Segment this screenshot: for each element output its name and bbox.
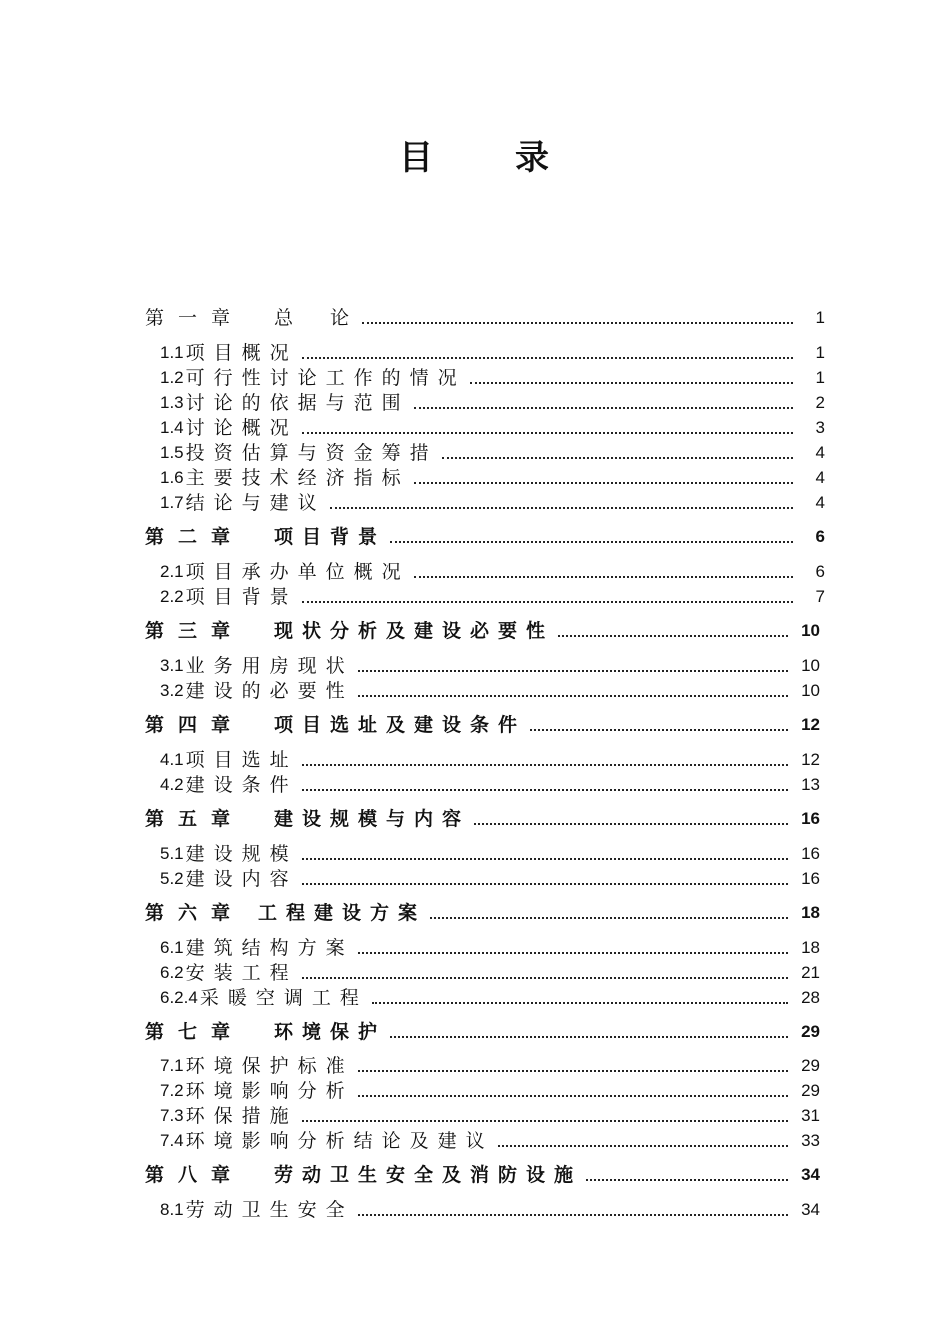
toc-page-number: 6 bbox=[815, 527, 825, 546]
toc-entry-title: 现状分析及建设必要性 bbox=[274, 620, 555, 642]
toc-entry-title: 可行性讨论工作的情况 bbox=[185, 367, 466, 389]
toc-section-number: 1.5 bbox=[160, 443, 184, 462]
toc-section-number: 7.3 bbox=[160, 1106, 184, 1125]
toc-entry-title: 建设条件 bbox=[185, 774, 298, 796]
toc-section-row[interactable] bbox=[160, 864, 820, 890]
toc-entry-title: 采暖空调工程 bbox=[199, 987, 368, 1009]
toc-dot-leader bbox=[302, 356, 793, 359]
toc-chapter-row[interactable] bbox=[145, 1017, 820, 1043]
toc-section-row[interactable] bbox=[160, 1195, 820, 1221]
toc-section-number: 1.3 bbox=[160, 393, 184, 412]
toc-entry-title: 项目背景 bbox=[185, 586, 298, 608]
toc-page-number: 18 bbox=[801, 903, 820, 922]
toc-entry-title: 项目背景 bbox=[274, 526, 387, 548]
toc-chapter-number: 第四章 bbox=[145, 714, 245, 736]
toc-chapter-number: 第三章 bbox=[145, 620, 245, 642]
toc-section-number: 5.2 bbox=[160, 869, 184, 888]
toc-section-number: 2.1 bbox=[160, 562, 184, 581]
toc-section-row[interactable] bbox=[160, 676, 820, 702]
toc-section-row[interactable] bbox=[160, 770, 820, 796]
toc-entry-title: 建设的必要性 bbox=[185, 680, 354, 702]
toc-entry-title: 投资估算与资金筹措 bbox=[185, 442, 438, 464]
toc-section-row[interactable] bbox=[160, 413, 825, 439]
toc-section-number: 6.2.4 bbox=[160, 988, 198, 1007]
toc-section-row[interactable] bbox=[160, 488, 825, 514]
toc-section-number: 2.2 bbox=[160, 587, 184, 606]
toc-page-number: 2 bbox=[815, 393, 825, 412]
toc-section-number: 7.2 bbox=[160, 1081, 184, 1100]
toc-page-number: 12 bbox=[801, 750, 820, 769]
toc-dot-leader bbox=[302, 882, 788, 885]
toc-section-number: 7.1 bbox=[160, 1056, 184, 1075]
toc-page-number: 33 bbox=[801, 1131, 820, 1150]
toc-dot-leader bbox=[430, 916, 788, 919]
toc-entry-title: 结论与建议 bbox=[185, 492, 326, 514]
toc-page-number: 16 bbox=[801, 809, 820, 828]
toc-page-number: 10 bbox=[801, 681, 820, 700]
toc-dot-leader bbox=[530, 728, 788, 731]
toc-dot-leader bbox=[390, 1035, 788, 1038]
toc-section-number: 3.1 bbox=[160, 656, 184, 675]
toc-dot-leader bbox=[442, 456, 793, 459]
toc-section-row[interactable] bbox=[160, 438, 825, 464]
toc-section-row[interactable] bbox=[160, 1076, 820, 1102]
toc-entry-title: 工程建设方案 bbox=[258, 902, 427, 924]
toc-dot-leader bbox=[302, 763, 788, 766]
toc-page-number: 4 bbox=[815, 493, 825, 512]
toc-dot-leader bbox=[302, 976, 788, 979]
toc-dot-leader bbox=[470, 381, 793, 384]
toc-dot-leader bbox=[302, 431, 793, 434]
toc-entry-title: 劳动卫生安全 bbox=[185, 1199, 354, 1221]
toc-page-number: 18 bbox=[801, 938, 820, 957]
toc-entry-title: 劳动卫生安全及消防设施 bbox=[274, 1164, 583, 1186]
toc-page-number: 4 bbox=[815, 468, 825, 487]
toc-section-number: 1.7 bbox=[160, 493, 184, 512]
toc-entry-title: 主要技术经济指标 bbox=[185, 467, 410, 489]
toc-section-row[interactable] bbox=[160, 933, 820, 959]
toc-entry-title: 环境影响分析结论及建议 bbox=[185, 1130, 494, 1152]
toc-dot-leader bbox=[362, 321, 793, 324]
toc-dot-leader bbox=[330, 506, 793, 509]
toc-entry-title: 安装工程 bbox=[185, 962, 298, 984]
toc-page-number: 31 bbox=[801, 1106, 820, 1125]
toc-section-row[interactable] bbox=[160, 839, 820, 865]
title-char: 录 bbox=[515, 138, 551, 178]
toc-section-number: 6.1 bbox=[160, 938, 184, 957]
toc-page-number: 16 bbox=[801, 844, 820, 863]
toc-chapter-number: 第五章 bbox=[145, 808, 245, 830]
toc-dot-leader bbox=[414, 406, 793, 409]
toc-chapter-row[interactable] bbox=[145, 522, 825, 548]
toc-page-number: 6 bbox=[815, 562, 825, 581]
toc-section-row[interactable] bbox=[160, 745, 820, 771]
toc-section-row[interactable] bbox=[160, 582, 825, 608]
toc-chapter-row[interactable] bbox=[145, 616, 820, 642]
toc-entry-title: 项目承办单位概况 bbox=[185, 561, 410, 583]
toc-chapter-row[interactable] bbox=[145, 898, 820, 924]
toc-page-number: 1 bbox=[815, 343, 825, 362]
toc-entry-title: 讨论的依据与范围 bbox=[185, 392, 410, 414]
toc-section-row[interactable] bbox=[160, 651, 820, 677]
toc-dot-leader bbox=[358, 951, 788, 954]
toc-page-number: 1 bbox=[815, 308, 825, 327]
toc-section-row[interactable] bbox=[160, 1126, 820, 1152]
toc-entry-title: 环境保护 bbox=[274, 1021, 387, 1043]
toc-chapter-row[interactable] bbox=[145, 303, 825, 329]
toc-page-number: 34 bbox=[801, 1165, 820, 1184]
toc-chapter-number: 第一章 bbox=[145, 307, 245, 329]
toc-page-number: 21 bbox=[801, 963, 820, 982]
toc-section-number: 1.6 bbox=[160, 468, 184, 487]
toc-chapter-row[interactable] bbox=[145, 710, 820, 736]
toc-section-row[interactable] bbox=[160, 463, 825, 489]
toc-entry-title: 建设规模与内容 bbox=[274, 808, 471, 830]
toc-entry-title: 业务用房现状 bbox=[185, 655, 354, 677]
toc-dot-leader bbox=[302, 600, 793, 603]
toc-section-number: 4.2 bbox=[160, 775, 184, 794]
toc-page-number: 29 bbox=[801, 1081, 820, 1100]
toc-entry-title: 项目选址 bbox=[185, 749, 298, 771]
toc-dot-leader bbox=[358, 1094, 788, 1097]
toc-dot-leader bbox=[414, 481, 793, 484]
toc-dot-leader bbox=[390, 540, 793, 543]
toc-entry-title: 讨论概况 bbox=[185, 417, 298, 439]
toc-section-row[interactable] bbox=[160, 338, 825, 364]
toc-section-number: 3.2 bbox=[160, 681, 184, 700]
toc-section-row[interactable] bbox=[160, 1101, 820, 1127]
toc-dot-leader bbox=[358, 1213, 788, 1216]
toc-dot-leader bbox=[302, 857, 788, 860]
toc-dot-leader bbox=[302, 788, 788, 791]
toc-entry-title: 环保措施 bbox=[185, 1105, 298, 1127]
toc-section-number: 8.1 bbox=[160, 1200, 184, 1219]
toc-page-number: 1 bbox=[815, 368, 825, 387]
toc-entry-title: 环境影响分析 bbox=[185, 1080, 354, 1102]
toc-page-number: 16 bbox=[801, 869, 820, 888]
toc-entry-title: 项目概况 bbox=[185, 342, 298, 364]
toc-section-number: 4.1 bbox=[160, 750, 184, 769]
toc-section-row[interactable] bbox=[160, 1051, 820, 1077]
toc-page-number: 10 bbox=[801, 656, 820, 675]
toc-dot-leader bbox=[372, 1001, 788, 1004]
toc-section-number: 1.2 bbox=[160, 368, 184, 387]
toc-page-number: 7 bbox=[815, 587, 825, 606]
toc-chapter-number: 第七章 bbox=[145, 1021, 245, 1043]
toc-page-number: 29 bbox=[801, 1056, 820, 1075]
toc-page-number: 28 bbox=[801, 988, 820, 1007]
toc-chapter-row[interactable] bbox=[145, 1160, 820, 1186]
toc-dot-leader bbox=[358, 1069, 788, 1072]
page-title bbox=[0, 130, 950, 179]
toc-dot-leader bbox=[358, 669, 788, 672]
toc-dot-leader bbox=[474, 822, 788, 825]
toc-entry-title: 总 论 bbox=[274, 307, 359, 329]
toc-section-number: 5.1 bbox=[160, 844, 184, 863]
toc-chapter-number: 第二章 bbox=[145, 526, 245, 548]
toc-page-number: 29 bbox=[801, 1022, 820, 1041]
toc-dot-leader bbox=[558, 634, 788, 637]
toc-chapter-number: 第六章 bbox=[145, 902, 245, 924]
toc-section-row[interactable] bbox=[160, 388, 825, 414]
toc-section-row[interactable] bbox=[160, 958, 820, 984]
toc-dot-leader bbox=[586, 1178, 788, 1181]
toc-dot-leader bbox=[358, 694, 788, 697]
toc-section-number: 1.1 bbox=[160, 343, 184, 362]
toc-entry-title: 建设规模 bbox=[185, 843, 298, 865]
toc-section-row[interactable] bbox=[160, 983, 820, 1009]
toc-page-number: 13 bbox=[801, 775, 820, 794]
toc-section-row[interactable] bbox=[160, 363, 825, 389]
toc-chapter-number: 第八章 bbox=[145, 1164, 245, 1186]
toc-page-number: 12 bbox=[801, 715, 820, 734]
title-char: 目 bbox=[399, 138, 435, 178]
toc-page-number: 3 bbox=[815, 418, 825, 437]
toc-entry-title: 项目选址及建设条件 bbox=[274, 714, 527, 736]
toc-entry-title: 环境保护标准 bbox=[185, 1055, 354, 1077]
toc-dot-leader bbox=[302, 1119, 788, 1122]
toc-dot-leader bbox=[414, 575, 793, 578]
toc-section-number: 1.4 bbox=[160, 418, 184, 437]
toc-entry-title: 建筑结构方案 bbox=[185, 937, 354, 959]
toc-dot-leader bbox=[498, 1144, 788, 1147]
toc-page-number: 10 bbox=[801, 621, 820, 640]
toc-section-row[interactable] bbox=[160, 557, 825, 583]
toc-chapter-row[interactable] bbox=[145, 804, 820, 830]
toc-page-number: 4 bbox=[815, 443, 825, 462]
toc-section-number: 7.4 bbox=[160, 1131, 184, 1150]
toc-entry-title: 建设内容 bbox=[185, 868, 298, 890]
toc-section-number: 6.2 bbox=[160, 963, 184, 982]
toc-page-number: 34 bbox=[801, 1200, 820, 1219]
